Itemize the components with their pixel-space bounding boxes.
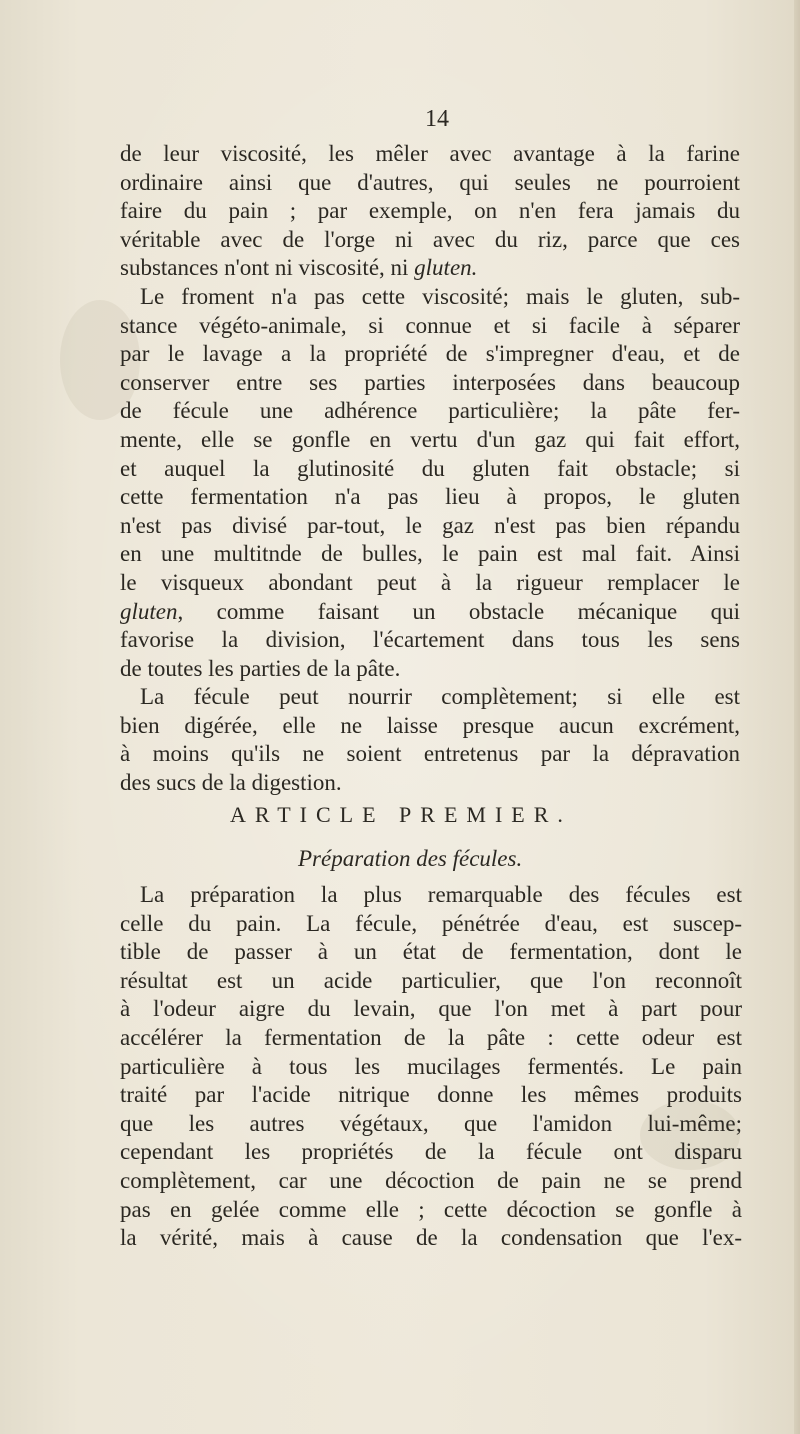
line-text: stance végéto-animale, si connue et si facile à séparer (120, 312, 740, 338)
line-text: le visqueux abondant peut à la rigueur remplacer le (120, 569, 740, 595)
body-text-top (120, 140, 740, 798)
text-line (120, 226, 740, 255)
line-text: que les autres végétaux, que l'amidon lui-même; (120, 1110, 742, 1136)
line-text: Le froment n'a pas cette viscosité; mais le gluten, sub- (140, 283, 740, 309)
text-line (120, 1167, 742, 1196)
text-line (120, 397, 740, 426)
line-text: favorise la division, l'écartement dans tous les sens (120, 627, 740, 653)
italic-word: gluten. (414, 255, 478, 281)
text-line (120, 881, 742, 910)
line-text: La fécule peut nourrir complètement; si elle est (140, 684, 740, 710)
line-text: pas en gelée comme elle ; cette décoction se gonfle à (120, 1196, 742, 1222)
text-line (120, 197, 740, 226)
line-text: , comme faisant un obstacle mécanique qui (177, 598, 740, 624)
line-text: en une multitnde de bulles, le pain est mal fait. Ainsi (120, 541, 740, 567)
section-title: Préparation des fécules. (298, 846, 523, 871)
text-line (120, 455, 740, 484)
text-line (120, 1196, 742, 1225)
text-line (120, 1081, 742, 1110)
text-line (120, 712, 740, 741)
article-heading-text: ARTICLE PREMIER. (230, 802, 572, 827)
line-text: par le lavage a la propriété de s'impregner d'eau, et de (120, 341, 740, 367)
line-text: La préparation la plus remarquable des fécules est (140, 882, 742, 907)
text-line (120, 540, 740, 569)
line-text: de fécule une adhérence particulière; la pâte fer- (120, 398, 740, 424)
text-line (120, 683, 740, 712)
line-text: traité par l'acide nitrique donne les mêmes produits (120, 1082, 742, 1108)
text-line (120, 626, 740, 655)
text-line (120, 1138, 742, 1167)
text-line (120, 312, 740, 341)
line-text: n'est pas divisé par-tout, le gaz n'est pas bien répandu (120, 512, 740, 538)
line-text: la vérité, mais à cause de la condensation que l'ex- (120, 1225, 742, 1251)
text-line (120, 483, 740, 512)
line-text: celle du pain. La fécule, pénétrée d'eau, est suscep- (120, 910, 742, 936)
page-number: 14 (425, 106, 449, 132)
text-line (120, 169, 740, 198)
line-text: cette fermentation n'a pas lieu à propos, le gluten (120, 484, 740, 510)
line-text: à l'odeur aigre du levain, que l'on met à part pour (120, 996, 742, 1022)
text-line (120, 740, 740, 769)
text-line (120, 655, 740, 684)
text-line (120, 512, 740, 541)
text-line (120, 598, 740, 627)
text-line (120, 1053, 742, 1082)
text-line (120, 1024, 742, 1053)
text-line (120, 967, 742, 996)
line-text: des sucs de la digestion. (120, 770, 342, 796)
line-text: tible de passer à un état de fermentation, dont le (120, 939, 742, 965)
text-line (120, 140, 740, 169)
text-line (120, 910, 742, 939)
text-line (120, 1110, 742, 1139)
line-text: de leur viscosité, les mêler avec avantage à la farine (120, 141, 740, 166)
italic-word: gluten (120, 598, 178, 624)
body-text-bottom (120, 881, 742, 1253)
line-text: à moins qu'ils ne soient entretenus par la dépravation (120, 741, 740, 767)
text-line (120, 254, 740, 283)
text-line (120, 369, 740, 398)
line-text: substances n'ont ni viscosité, ni (120, 255, 415, 281)
line-text: véritable avec de l'orge ni avec du riz, parce que ces (120, 226, 740, 252)
line-text: ordinaire ainsi que d'autres, qui seules ne pourroient (120, 169, 740, 195)
text-line (120, 938, 742, 967)
line-text: faire du pain ; par exemple, on n'en fera jamais du (120, 198, 740, 224)
line-text: mente, elle se gonfle en vertu d'un gaz qui fait effort, (120, 426, 740, 452)
line-text: résultat est un acide particulier, que l'on reconnoît (120, 967, 742, 993)
text-line (120, 426, 740, 455)
line-text: cependant les propriétés de la fécule ont disparu (120, 1139, 742, 1165)
line-text: bien digérée, elle ne laisse presque aucun excrément, (120, 712, 740, 738)
text-line (120, 569, 740, 598)
line-text: conserver entre ses parties interposées dans beaucoup (120, 369, 740, 395)
line-text: et auquel la glutinosité du gluten fait obstacle; si (120, 455, 740, 481)
page-edge (794, 0, 800, 1434)
line-text: complètement, car une décoction de pain ne se prend (120, 1167, 742, 1193)
text-line (120, 1224, 742, 1253)
text-line (120, 769, 740, 798)
line-text: particulière à tous les mucilages fermentés. Le pain (120, 1053, 742, 1079)
line-text: de toutes les parties de la pâte. (120, 655, 401, 681)
text-line (120, 995, 742, 1024)
article-heading (230, 800, 572, 830)
text-line (120, 340, 740, 369)
text-line (120, 283, 740, 312)
line-text: accélérer la fermentation de la pâte : cette odeur est (120, 1024, 742, 1050)
